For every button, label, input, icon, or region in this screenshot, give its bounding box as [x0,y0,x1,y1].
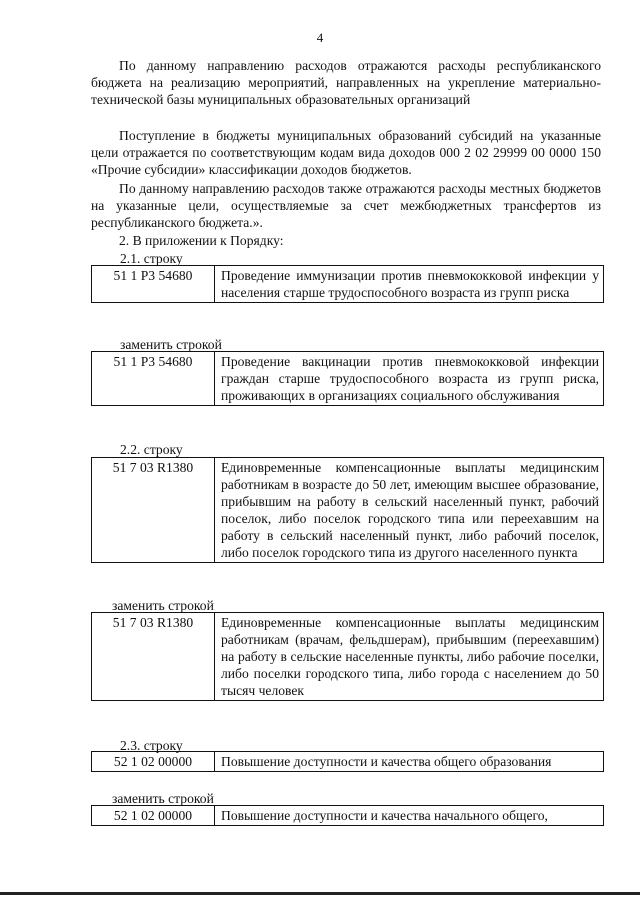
new-text-cell: Проведение вакцинации против пневмококковой инфекции граждан старше трудоспособного возраста из групп риска, проживающих в организациях социального обслуживания [215,352,604,406]
section-2-1-new-row-table [91,351,604,406]
old-text-cell: Проведение иммунизации против пневмококковой инфекции у населения старше трудоспособного возраста из групп риска [215,266,604,303]
table-row [92,458,604,563]
page-number: 4 [316,30,324,45]
old-text-cell: Повышение доступности и качества общего образования [215,752,604,772]
section-2-3-label: 2.3. строку [120,738,183,753]
old-code-cell: 51 7 03 R1380 [92,458,215,563]
section-2-3-old-row-table [91,751,604,772]
old-text-cell: Единовременные компенсационные выплаты медицинским работникам в возрасте до 50 лет, имеющим высшее образование, прибывшим на работу в сельский населенный пункт, рабочий поселок, либо поселок городского типа или переехавшим на работу в сельский населенный пункт, либо рабочий поселок, либо поселок городского типа из другого населенного пункта [215,458,604,563]
section-2-3-new-row-table [91,805,604,826]
item-2-heading: 2. В приложении к Порядку: [119,233,284,248]
intro-paragraph-3: По данному направлению расходов также отражаются расходы местных бюджетов на указанные цели, осуществляемые за счет межбюджетных трансфертов из республиканского бюджета.». [91,181,601,231]
table-row [92,752,604,772]
section-2-1-old-row-table [91,265,604,303]
old-code-cell: 52 1 02 00000 [92,752,215,772]
section-2-1-label: 2.1. строку [120,251,183,266]
intro-paragraph-2: Поступление в бюджеты муниципальных образований субсидий на указанные цели отражается по соответствующим кодам вида доходов 000 2 02 29999 00 0000 150 «Прочие субсидии» классификации доходов бюджетов. [91,128,601,178]
new-code-cell: 52 1 02 00000 [92,806,215,826]
section-2-1-replace-label: заменить строкой [120,337,222,352]
section-2-2-new-row-table [91,612,604,701]
new-code-cell: 51 1 P3 54680 [92,352,215,406]
table-row [92,352,604,406]
new-text-cell: Единовременные компенсационные выплаты медицинским работникам (врачам, фельдшерам), прибывшим (переехавшим) на работу в сельские населенные пункты, либо рабочие поселки, либо поселки городского типа, либо города с населением до 50 тысяч человек [215,613,604,701]
old-code-cell: 51 1 P3 54680 [92,266,215,303]
table-row [92,613,604,701]
table-row [92,266,604,303]
section-2-2-replace-label: заменить строкой [112,598,214,613]
section-2-2-old-row-table [91,457,604,563]
new-text-cell: Повышение доступности и качества начального общего, [215,806,604,826]
intro-paragraph-1: По данному направлению расходов отражаются расходы республиканского бюджета на реализацию мероприятий, направленных на укрепление материально-технической базы муниципальных образовательных организаций [91,58,601,108]
new-code-cell: 51 7 03 R1380 [92,613,215,701]
scan-bottom-edge [0,892,640,895]
section-2-2-label: 2.2. строку [120,442,183,457]
section-2-3-replace-label: заменить строкой [112,791,214,806]
table-row [92,806,604,826]
